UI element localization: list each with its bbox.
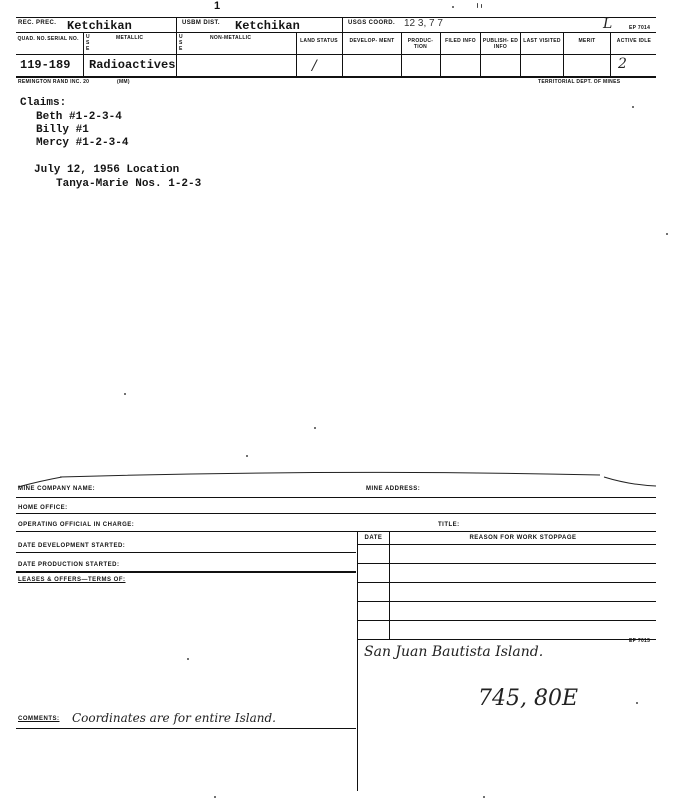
comments-value: Coordinates are for entire Island. (72, 711, 276, 725)
comments-label: COMMENTS: (18, 716, 60, 722)
col-merit: MERIT (578, 38, 596, 44)
col-development: DEVELOP- MENT (349, 38, 395, 44)
claim-item: Mercy #1-2-3-4 (36, 137, 129, 149)
mine-company-name-label: MINE COMPANY NAME: (18, 486, 96, 492)
form-number-top: EP 7014 (629, 25, 651, 31)
home-office-label: HOME OFFICE: (18, 505, 68, 511)
usgs-coord-label: USGS COORD. (348, 20, 396, 26)
form-number-bottom: EP 7015 (629, 638, 651, 644)
col-published-info: PUBLISH- ED INFO (482, 38, 519, 50)
active-idle-mark: 2 (618, 56, 627, 72)
page-number-mark: 1 (214, 0, 221, 12)
col-production: PRODUC- TION (407, 38, 434, 50)
col-active-idle: ACTIVE IDLE (616, 38, 652, 44)
col-metallic: METALLIC (116, 35, 144, 41)
title-label: TITLE: (438, 522, 460, 528)
col-serial-no: SERIAL NO. (47, 36, 79, 42)
usgs-coord-value: 12 3, 7 7 (404, 18, 443, 29)
claim-item: Beth #1-2-3-4 (36, 111, 122, 123)
land-status-mark: / (312, 58, 317, 74)
claim-item: Billy #1 (36, 124, 89, 136)
rec-prec-label: REC. PREC. (18, 20, 57, 26)
operating-official-label: OPERATING OFFICIAL IN CHARGE: (18, 522, 135, 528)
date-development-started-label: DATE DEVELOPMENT STARTED: (18, 543, 126, 549)
col-filed-info: FILED INFO (445, 38, 476, 44)
claims-heading: Claims: (20, 97, 67, 109)
reason-column-header: REASON FOR WORK STOPPAGE (469, 535, 577, 541)
location-line: July 12, 1956 Location (34, 164, 180, 176)
mine-address-label: MINE ADDRESS: (366, 486, 421, 492)
date-column-header: DATE (364, 535, 383, 541)
usbm-dist-value: Ketchikan (235, 19, 300, 33)
map-reference: 745, 80E (478, 686, 579, 711)
corner-mark: L (603, 16, 613, 32)
usbm-dist-label: USBM DIST. (182, 20, 221, 26)
col-land-status: LAND STATUS (300, 38, 338, 44)
col-quad-no: QUAD. NO. (17, 36, 47, 42)
col-use-metallic: U S E (86, 34, 90, 52)
department-imprint: TERRITORIAL DEPT. OF MINES (538, 79, 621, 85)
location-names: Tanya-Marie Nos. 1-2-3 (56, 178, 202, 190)
claims-list (36, 111, 128, 150)
printer-code: (MM) (117, 79, 130, 85)
date-production-started-label: DATE PRODUCTION STARTED: (18, 562, 120, 568)
col-use-non-metallic: U S E (179, 34, 183, 52)
col-last-visited: LAST VISITED (523, 38, 561, 44)
metallic-value: Radioactives (89, 58, 176, 72)
rec-prec-value: Ketchikan (67, 19, 132, 33)
quad-serial-value: 119-189 (20, 58, 71, 72)
leases-offers-label: LEASES & OFFERS—TERMS OF: (18, 577, 126, 583)
island-note: San Juan Bautista Island. (364, 644, 544, 660)
col-non-metallic: NON-METALLIC (210, 35, 252, 41)
printer-imprint: REMINGTON RAND INC. 20 (18, 79, 90, 85)
